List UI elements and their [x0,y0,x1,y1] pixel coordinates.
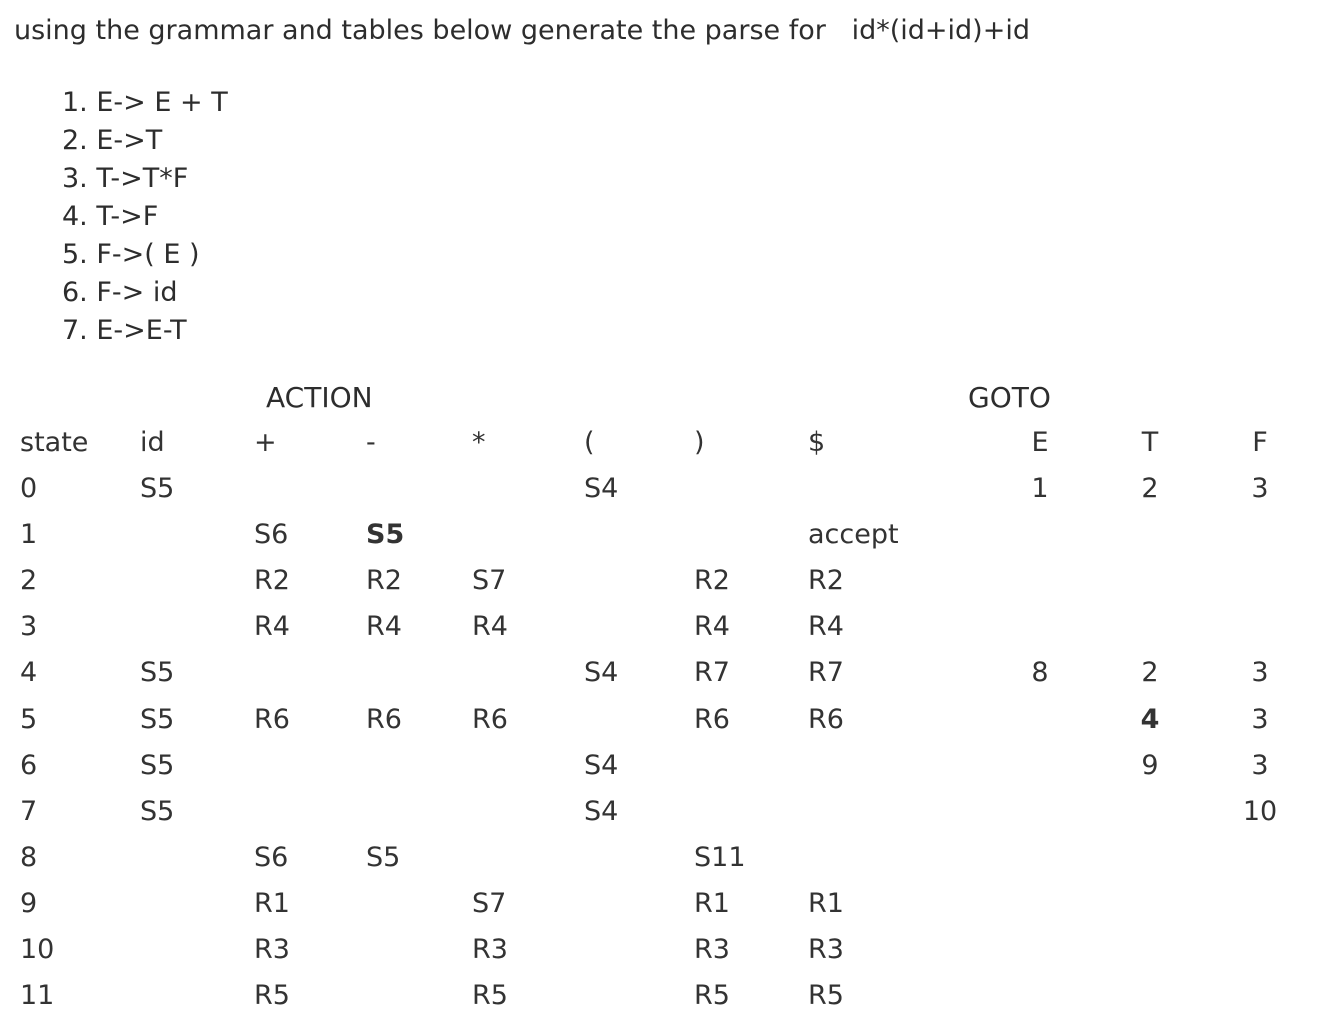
table-cell: S7 [472,565,507,596]
table-cell: S5 [140,473,175,504]
table-cell: R3 [808,934,844,965]
table-cell: S5 [140,796,175,827]
table-cell: R4 [366,611,402,642]
state-cell: 7 [20,796,38,827]
table-cell: R6 [694,704,730,735]
table-cell: S7 [472,888,507,919]
table-cell: R2 [808,565,844,596]
column-header: id [140,427,165,458]
table-cell: R4 [472,611,508,642]
column-header: * [472,427,486,458]
table-cell: S11 [694,842,746,873]
table-cell: 3 [1251,473,1269,504]
table-cell: R7 [694,657,730,688]
column-header: $ [808,427,826,458]
table-cell: S6 [254,519,289,550]
table-cell: 9 [1141,750,1159,781]
table-cell: R1 [808,888,844,919]
table-cell: S4 [584,657,619,688]
column-header: + [254,427,277,458]
table-cell: R1 [254,888,290,919]
table-cell: 2 [1141,473,1159,504]
table-cell: 10 [1242,796,1278,827]
table-cell: R7 [808,657,844,688]
grammar-rule: 1. E-> E + T [62,87,228,118]
state-cell: 5 [20,704,38,735]
table-cell: R1 [694,888,730,919]
column-header: ( [584,427,595,458]
table-cell: S5 [140,750,175,781]
table-cell: R3 [254,934,290,965]
table-cell: 1 [1031,473,1049,504]
table-cell: R5 [808,980,844,1011]
action-heading: ACTION [266,381,373,414]
state-cell: 4 [20,657,38,688]
table-cell: R6 [366,704,402,735]
state-cell: 9 [20,888,38,919]
state-cell: 6 [20,750,38,781]
table-cell: R5 [254,980,290,1011]
state-cell: 8 [20,842,38,873]
table-cell: S4 [584,750,619,781]
table-cell: R3 [472,934,508,965]
table-cell: R4 [254,611,290,642]
table-cell: 2 [1141,657,1159,688]
table-cell: 3 [1251,750,1269,781]
table-cell: R4 [808,611,844,642]
grammar-rule: 2. E->T [62,125,163,156]
column-header: T [1141,427,1159,458]
table-cell: R6 [254,704,290,735]
table-cell: R6 [808,704,844,735]
table-cell: 4 [1140,704,1160,735]
column-header: E [1031,427,1049,458]
grammar-rule: 5. F->( E ) [62,239,200,270]
state-cell: 0 [20,473,38,504]
state-cell: 3 [20,611,38,642]
state-cell: 11 [20,980,55,1011]
table-cell: R3 [694,934,730,965]
table-cell: S4 [584,796,619,827]
table-cell: R5 [472,980,508,1011]
column-header: state [20,427,89,458]
table-cell: R6 [472,704,508,735]
grammar-rules [62,84,228,350]
table-cell: S6 [254,842,289,873]
table-cell: 3 [1251,657,1269,688]
table-cell: S5 [140,704,175,735]
question-text: using the grammar and tables below generate the parse for id*(id+id)+id [14,15,1030,46]
state-cell: 2 [20,565,38,596]
table-cell: R5 [694,980,730,1011]
table-cell: R4 [694,611,730,642]
table-cell: S5 [140,657,175,688]
column-header: F [1252,427,1268,458]
table-cell: R2 [254,565,290,596]
column-header: - [366,427,376,458]
grammar-rule: 7. E->E-T [62,315,187,346]
grammar-rule: 3. T->T*F [62,163,189,194]
table-cell: R2 [366,565,402,596]
table-cell: accept [808,519,899,550]
table-cell: R2 [694,565,730,596]
table-cell: 3 [1251,704,1269,735]
state-cell: 10 [20,934,55,965]
grammar-rule: 4. T->F [62,201,159,232]
table-cell: S4 [584,473,619,504]
grammar-rule: 6. F-> id [62,277,178,308]
table-cell: 8 [1031,657,1049,688]
goto-heading: GOTO [968,381,1051,414]
table-cell: S5 [366,842,401,873]
table-cell: S5 [366,519,405,550]
column-header: ) [694,427,705,458]
state-cell: 1 [20,519,38,550]
